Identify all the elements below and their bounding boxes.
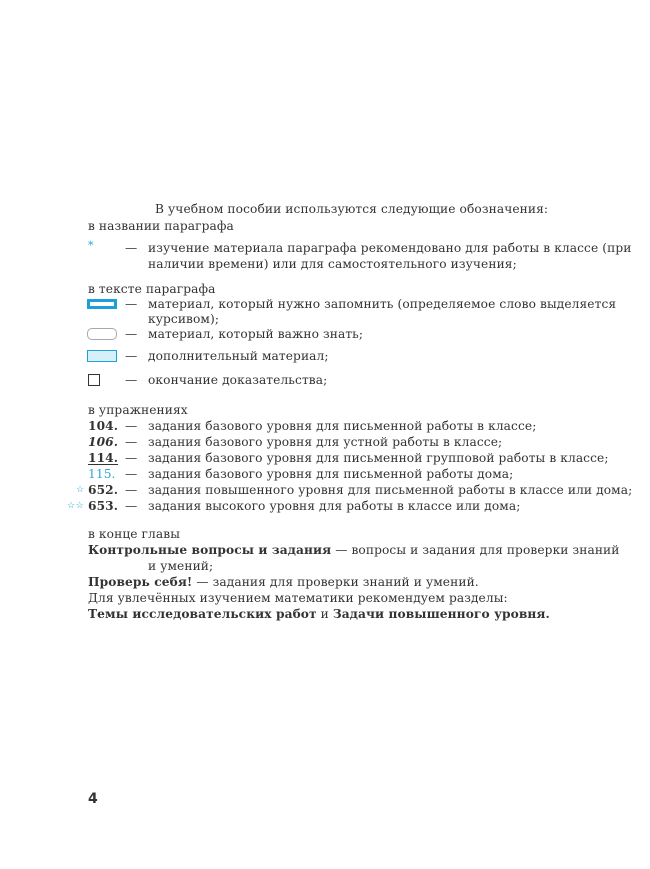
advanced-problems-title: Задачи повышенного уровня. — [332, 607, 550, 621]
exercise-desc: задания базового уровня для устной работы в классе; — [148, 435, 503, 449]
empty-square-icon — [88, 374, 100, 386]
section-label-paragraph-title: в названии параграфа — [88, 219, 234, 233]
research-topics-title: Темы исследовательских работ — [88, 607, 317, 621]
exercise-number: 115. — [88, 467, 116, 481]
legend-desc: изучение материала параграфа рекомендовано для работы в классе (при — [148, 241, 632, 255]
legend-desc-cont: наличии времени) или для самостоятельного изучения; — [148, 257, 517, 271]
dash: — — [125, 241, 138, 255]
exercise-desc: задания базового уровня для письменной групповой работы в классе; — [148, 451, 609, 465]
section-label-paragraph-text: в тексте параграфа — [88, 282, 216, 296]
dash: — — [125, 499, 138, 513]
legend-desc: окончание доказательства; — [148, 373, 328, 387]
dash: — — [125, 327, 138, 341]
dash: — — [125, 349, 138, 363]
rounded-grey-frame-icon — [87, 328, 117, 340]
page-number: 4 — [88, 791, 98, 807]
star-outline-icon: ☆ — [76, 485, 85, 495]
control-questions-cont: и умений; — [148, 559, 214, 573]
exercise-number: 114. — [88, 451, 119, 465]
exercise-number: 653. — [88, 499, 119, 513]
legend-desc: материал, который важно знать; — [148, 327, 364, 341]
conjunction: и — [316, 607, 333, 621]
dash: — — [125, 419, 138, 433]
exercise-number: 106. — [88, 435, 119, 449]
dash: — — [125, 467, 138, 481]
dash: — — [125, 435, 138, 449]
exercise-number: 652. — [88, 483, 119, 497]
exercise-desc: задания высокого уровня для работы в классе или дома; — [148, 499, 521, 513]
check-yourself-line — [88, 574, 479, 590]
exercise-desc: задания базового уровня для письменной работы в классе; — [148, 419, 537, 433]
recommended-sections-line — [88, 606, 550, 622]
exercise-desc: задания базового уровня для письменной работы дома; — [148, 467, 514, 481]
section-label-chapter-end: в конце главы — [88, 527, 180, 541]
legend-desc: дополнительный материал; — [148, 349, 329, 363]
dash: — — [125, 451, 138, 465]
star-icon: * — [88, 239, 94, 252]
control-questions-line — [88, 542, 620, 558]
light-blue-filled-frame-icon — [87, 350, 117, 362]
intro-heading: В учебном пособии используются следующие обозначения: — [155, 202, 549, 216]
double-star-outline-icon: ☆☆ — [67, 501, 85, 511]
section-label-exercises: в упражнениях — [88, 403, 188, 417]
dash: — — [125, 373, 138, 387]
control-questions-title: Контрольные вопросы и задания — [88, 543, 332, 557]
enthusiasts-line: Для увлечённых изучением математики рекомендуем разделы: — [88, 591, 508, 605]
check-yourself-title: Проверь себя! — [88, 575, 193, 589]
exercise-number: 104. — [88, 419, 119, 433]
legend-desc: материал, который нужно запомнить (определяемое слово выделяется — [148, 297, 617, 311]
legend-desc-cont: курсивом); — [148, 312, 220, 326]
control-questions-desc: — вопросы и задания для проверки знаний — [331, 543, 620, 557]
dash: — — [125, 297, 138, 311]
check-yourself-desc: — задания для проверки знаний и умений. — [192, 575, 479, 589]
dash: — — [125, 483, 138, 497]
thick-blue-frame-icon — [87, 299, 117, 309]
exercise-desc: задания повышенного уровня для письменной работы в классе или дома; — [148, 483, 633, 497]
